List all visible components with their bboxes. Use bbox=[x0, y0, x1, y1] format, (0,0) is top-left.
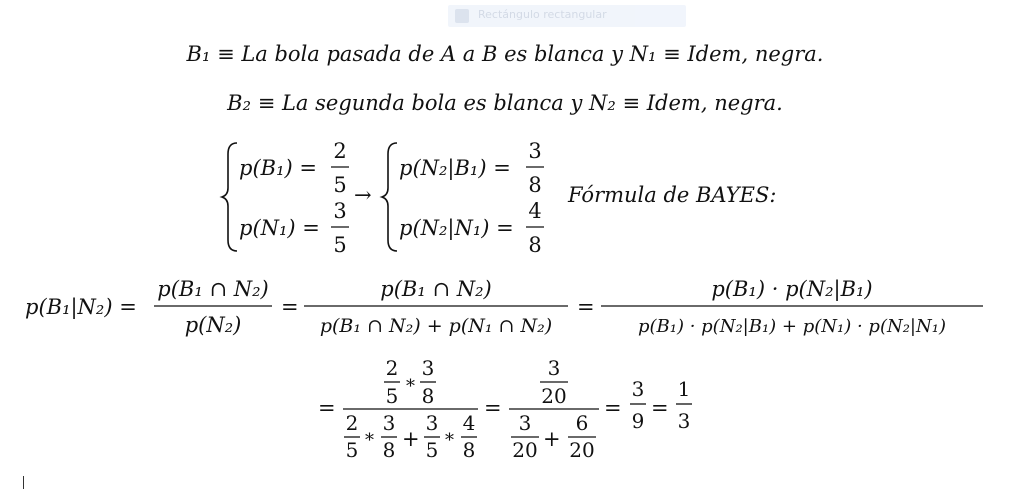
prob-b1-numerator: 2 bbox=[333, 139, 347, 163]
calc-plus-1: + bbox=[402, 427, 420, 451]
bayes-num-1: p(B₁ ∩ N₂) bbox=[157, 277, 269, 301]
calc-j-d: 9 bbox=[631, 409, 645, 433]
calc-equals-1: = bbox=[484, 396, 502, 420]
calc-j-n: 3 bbox=[631, 377, 645, 401]
prob-b1: p(B₁) = bbox=[239, 156, 317, 180]
calc-b-n: 3 bbox=[421, 356, 435, 380]
prob-n2-n1-numerator: 4 bbox=[528, 199, 542, 223]
prob-n2-b1-denominator: 8 bbox=[528, 173, 542, 197]
prob-b1-denominator: 5 bbox=[333, 173, 347, 197]
bayes-lhs: p(B₁|N₂) = bbox=[25, 295, 137, 319]
prob-n2-b1-numerator: 3 bbox=[528, 139, 542, 163]
calc-equals-2: = bbox=[604, 396, 622, 420]
calc-e-d: 5 bbox=[425, 438, 439, 462]
calc-c-n: 2 bbox=[345, 411, 359, 435]
calc-k-n: 1 bbox=[677, 377, 691, 401]
calc-star-1: * bbox=[406, 376, 415, 397]
prob-n1-numerator: 3 bbox=[333, 199, 347, 223]
tooltip-text: Rectángulo rectangular bbox=[478, 8, 607, 21]
calc-equals-0: = bbox=[318, 396, 336, 420]
prob-n1-denominator: 5 bbox=[333, 233, 347, 257]
calc-i-n: 6 bbox=[575, 411, 589, 435]
left-brace-1 bbox=[222, 143, 237, 251]
calc-g-d: 20 bbox=[541, 384, 567, 408]
bayes-equals-2: = bbox=[577, 295, 595, 319]
calc-c-d: 5 bbox=[345, 438, 359, 462]
calc-h-n: 3 bbox=[518, 411, 532, 435]
prob-n2-given-b1: p(N₂|B₁) = bbox=[399, 156, 511, 180]
definition-line-1: B₁ ≡ La bola pasada de A a B es blanca y N₁ ≡ Idem, negra. bbox=[186, 42, 824, 66]
calc-a-d: 5 bbox=[385, 384, 399, 408]
calc-b-d: 8 bbox=[421, 384, 435, 408]
bayes-den-1: p(N₂) bbox=[184, 313, 242, 337]
bayes-num-2: p(B₁ ∩ N₂) bbox=[380, 277, 492, 301]
text-cursor bbox=[23, 476, 24, 489]
definition-line-2: B₂ ≡ La segunda bola es blanca y N₂ ≡ Idem, negra. bbox=[227, 91, 783, 115]
left-brace-2 bbox=[382, 143, 397, 251]
bayes-label: Fórmula de BAYES: bbox=[568, 183, 777, 207]
prob-n2-n1-denominator: 8 bbox=[528, 233, 542, 257]
bayes-den-3: p(B₁) · p(N₂|B₁) + p(N₁) · p(N₂|N₁) bbox=[637, 316, 947, 337]
calc-equals-3: = bbox=[651, 396, 669, 420]
calc-g-n: 3 bbox=[547, 356, 561, 380]
calc-d-n: 3 bbox=[382, 411, 396, 435]
arrow: → bbox=[354, 183, 372, 207]
calc-star-2: * bbox=[365, 430, 374, 451]
prob-n2-given-n1: p(N₂|N₁) = bbox=[399, 216, 514, 240]
calc-i-d: 20 bbox=[569, 438, 595, 462]
calc-e-n: 3 bbox=[425, 411, 439, 435]
bayes-den-2: p(B₁ ∩ N₂) + p(N₁ ∩ N₂) bbox=[319, 315, 553, 337]
calc-k-d: 3 bbox=[677, 409, 691, 433]
calc-f-n: 4 bbox=[462, 411, 476, 435]
calc-plus-2: + bbox=[543, 427, 561, 451]
bayes-equals-1: = bbox=[281, 295, 299, 319]
calc-h-d: 20 bbox=[512, 438, 538, 462]
calc-f-d: 8 bbox=[462, 438, 476, 462]
calc-a-n: 2 bbox=[385, 356, 399, 380]
prob-n1: p(N₁) = bbox=[239, 216, 320, 240]
calc-star-3: * bbox=[445, 430, 454, 451]
calc-d-d: 8 bbox=[382, 438, 396, 462]
bayes-num-3: p(B₁) · p(N₂|B₁) bbox=[711, 277, 873, 301]
